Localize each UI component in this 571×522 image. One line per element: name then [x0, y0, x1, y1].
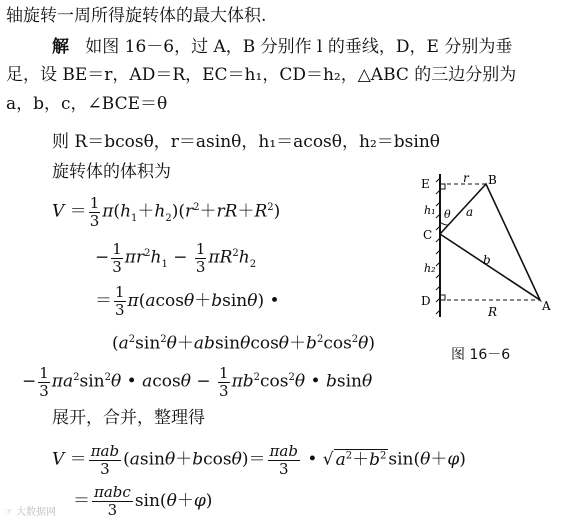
label-h2: h₂ — [424, 262, 436, 275]
angle-theta-arc — [440, 222, 448, 225]
triangle-abc — [440, 184, 540, 300]
label-r: r — [463, 172, 469, 185]
label-e: E — [421, 177, 430, 191]
label-b: B — [488, 173, 497, 187]
watermark: ☞ 大数据网 — [4, 507, 57, 518]
formula-line-1: V ＝ $\frac{1}{3}$ $\pi(h_1+h_2)(r^2+rR+R^2)$ — [52, 193, 281, 230]
solution-line-2: 足，设 BE＝r，AD＝R，EC＝h₁，CD＝h₂，△ABC 的三边分别为 — [6, 65, 517, 85]
label-h1: h₁ — [424, 204, 436, 217]
figure-16-6 — [418, 172, 568, 322]
solution-line-3: a，b，c，∠BCE＝θ — [6, 94, 168, 114]
formula-line-2: − $\frac{1}{3}$ $\pi r^2h_1$ − $\frac{1}{3}$ $\pi R^2h_2$ — [95, 239, 257, 276]
label-a-cap: A — [542, 299, 551, 313]
formula-line-7: ＝ $\frac{\text{πabc}}{3}$ sin(θ＋φ) — [73, 483, 213, 519]
volume-heading: 旋转体的体积为 — [52, 162, 171, 182]
label-d: D — [421, 294, 431, 308]
solution-label: 解 — [52, 37, 69, 57]
formula-line-5: − $\frac{1}{3}$ $\pi a^2\sin^2\theta$ • acosθ − $\frac{1}{3}$ $\pi b^2\cos^2\theta$ • bsinθ — [22, 363, 373, 400]
expand-heading: 展开，合并，整理得 — [52, 408, 205, 428]
figure-caption: 图 16－6 — [451, 347, 511, 363]
solution-text: 如图 16－6，过 A，B 分别作 l 的垂线，D，E 分别为垂 — [85, 37, 513, 57]
solution-line-1 — [52, 37, 512, 57]
formula-line-4: $(a^2\sin^2\theta+absin\theta\cos\theta+b^2\cos^2\theta)$ — [112, 333, 376, 354]
formula-line-3: ＝ $\frac{1}{3}$ π(acosθ＋bsinθ) • — [95, 283, 280, 319]
relations-line: 则 R＝bcosθ，r＝asinθ，h₁＝acosθ，h₂＝bsinθ — [52, 132, 441, 152]
label-a: a — [466, 205, 474, 219]
label-c: C — [423, 228, 433, 242]
formula-line-6: V ＝ $\frac{\text{πab}}{3}$ (asinθ＋bcosθ)＝ $\frac{\text{πab}}{3}$ • √ $a^2+b^2$ sin(θ＋φ) — [52, 441, 466, 478]
label-r-cap: R — [488, 305, 498, 319]
label-theta: θ — [444, 208, 451, 221]
intro-line: 轴旋转一周所得旋转体的最大体积. — [6, 6, 267, 26]
label-b-side: b — [483, 253, 491, 267]
